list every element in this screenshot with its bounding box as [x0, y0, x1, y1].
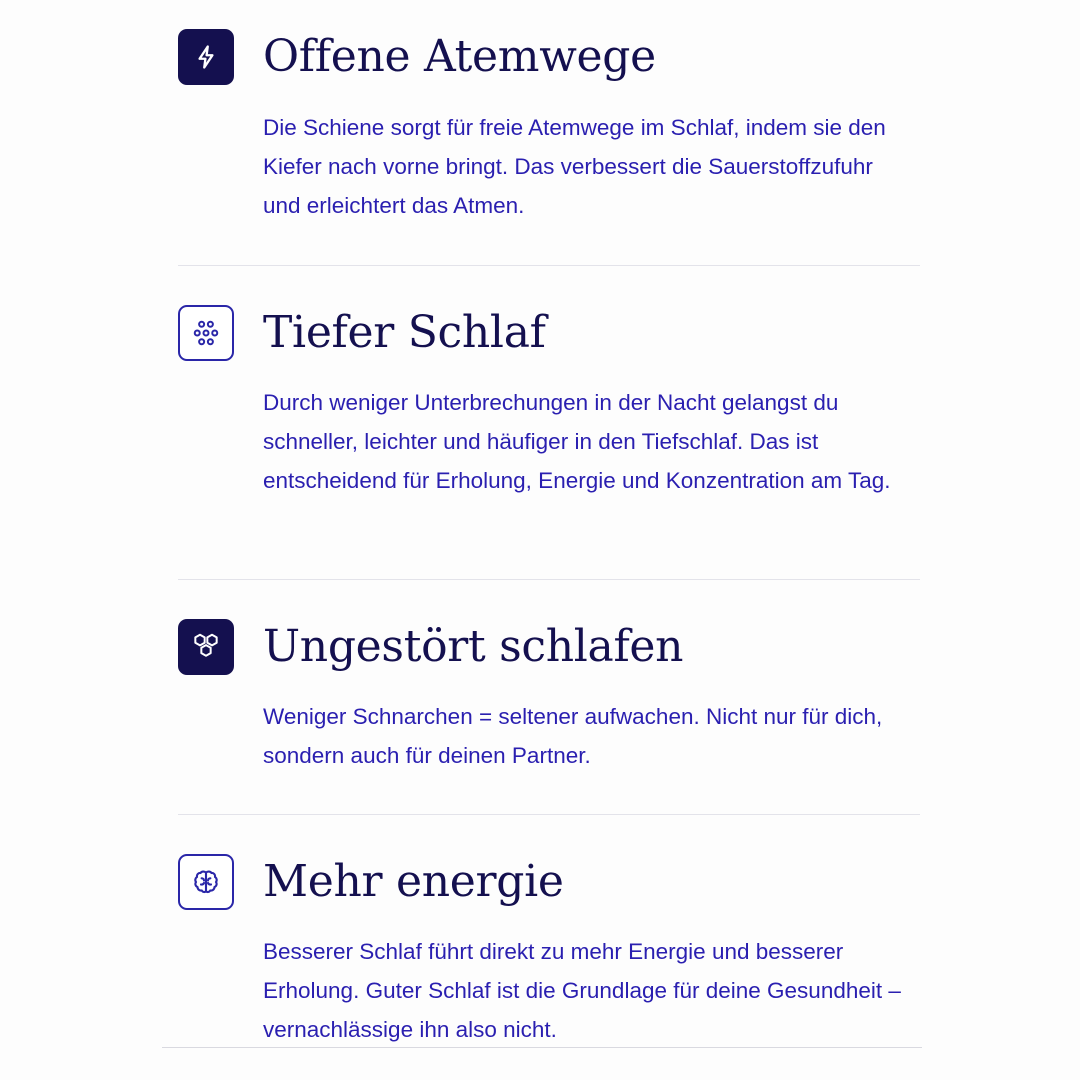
dots-cluster-icon [178, 305, 234, 361]
feature-item-offene-atemwege [178, 0, 920, 240]
feature-description: Durch weniger Unterbrechungen in der Nacht gelangst du schneller, leichter und häufiger in den Tiefschlaf. Das ist entscheidend für Erholung, Energie und Konzentration am Tag. [263, 390, 891, 493]
feature-description: Weniger Schnarchen = seltener aufwachen. Nicht nur für dich, sondern auch für deinen Partner. [263, 704, 883, 768]
feature-title: Offene Atemwege [263, 31, 656, 82]
hexagons-icon [178, 619, 234, 675]
feature-title: Ungestört schlafen [263, 621, 684, 672]
divider [178, 579, 920, 580]
feature-title: Mehr energie [263, 856, 564, 907]
brain-icon [178, 854, 234, 910]
divider [178, 814, 920, 815]
feature-description: Die Schiene sorgt für freie Atemwege im Schlaf, indem sie den Kiefer nach vorne bringt. Das verbessert die Sauerstoffzufuhr und erleichtert das Atmen. [263, 115, 886, 218]
lightning-icon [178, 29, 234, 85]
feature-description: Besserer Schlaf führt direkt zu mehr Energie und besserer Erholung. Guter Schlaf ist die Grundlage für deine Gesundheit – vernachlässige ihn also nicht. [263, 939, 901, 1042]
divider [178, 265, 920, 266]
feature-title: Tiefer Schlaf [263, 307, 546, 358]
divider [162, 1047, 922, 1048]
